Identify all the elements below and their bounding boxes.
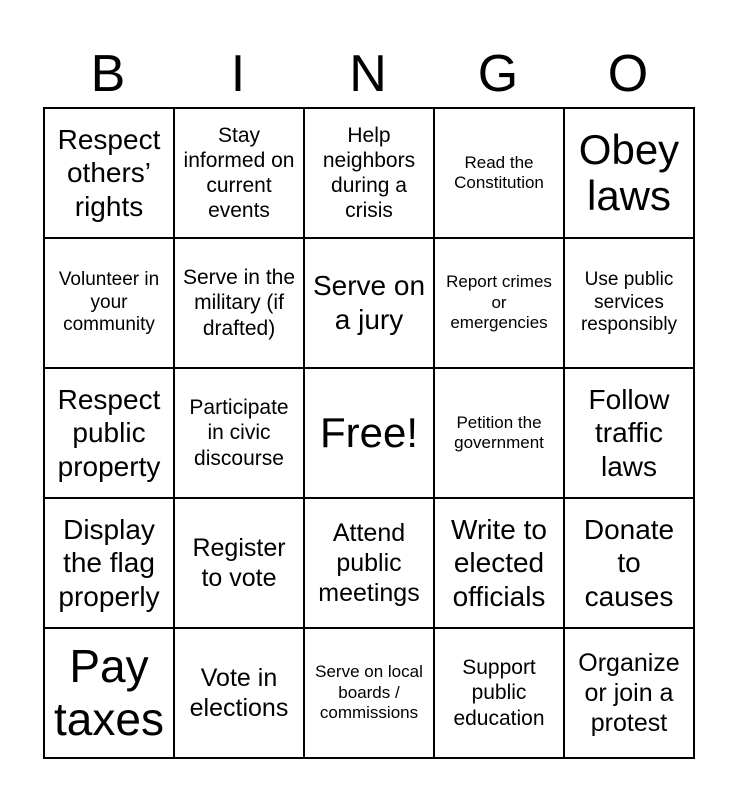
bingo-cell[interactable]: Pay taxes	[45, 629, 175, 759]
free-space-cell[interactable]: Free!	[305, 369, 435, 499]
bingo-cell[interactable]: Support public education	[435, 629, 565, 759]
bingo-cell[interactable]: Donate to causes	[565, 499, 695, 629]
header-letter-o: O	[607, 45, 649, 103]
bingo-cell[interactable]: Read the Constitution	[435, 109, 565, 239]
bingo-cell[interactable]: Vote in elections	[175, 629, 305, 759]
bingo-cell[interactable]: Help neighbors during a crisis	[305, 109, 435, 239]
bingo-cell[interactable]: Obey laws	[565, 109, 695, 239]
bingo-cell[interactable]: Attend public meetings	[305, 499, 435, 629]
bingo-cell[interactable]: Use public services responsibly	[565, 239, 695, 369]
bingo-cell[interactable]: Write to elected officials	[435, 499, 565, 629]
bingo-cell[interactable]: Respect others’ rights	[45, 109, 175, 239]
bingo-card-grid	[43, 107, 695, 759]
bingo-cell[interactable]: Serve on local boards / commissions	[305, 629, 435, 759]
bingo-cell[interactable]: Serve on a jury	[305, 239, 435, 369]
header-letter-g: G	[477, 45, 519, 103]
bingo-cell[interactable]: Report crimes or emergencies	[435, 239, 565, 369]
bingo-cell[interactable]: Participate in civic discourse	[175, 369, 305, 499]
bingo-cell[interactable]: Stay informed on current events	[175, 109, 305, 239]
bingo-cell[interactable]: Petition the government	[435, 369, 565, 499]
bingo-cell[interactable]: Serve in the military (if drafted)	[175, 239, 305, 369]
bingo-cell[interactable]: Register to vote	[175, 499, 305, 629]
bingo-cell[interactable]: Follow traffic laws	[565, 369, 695, 499]
bingo-cell[interactable]: Respect public property	[45, 369, 175, 499]
header-letter-b: B	[90, 45, 126, 103]
bingo-cell[interactable]: Display the flag properly	[45, 499, 175, 629]
header-letter-i: I	[230, 45, 246, 103]
bingo-header	[43, 44, 693, 104]
header-letter-n: N	[349, 45, 387, 103]
bingo-cell[interactable]: Organize or join a protest	[565, 629, 695, 759]
bingo-cell[interactable]: Volunteer in your community	[45, 239, 175, 369]
